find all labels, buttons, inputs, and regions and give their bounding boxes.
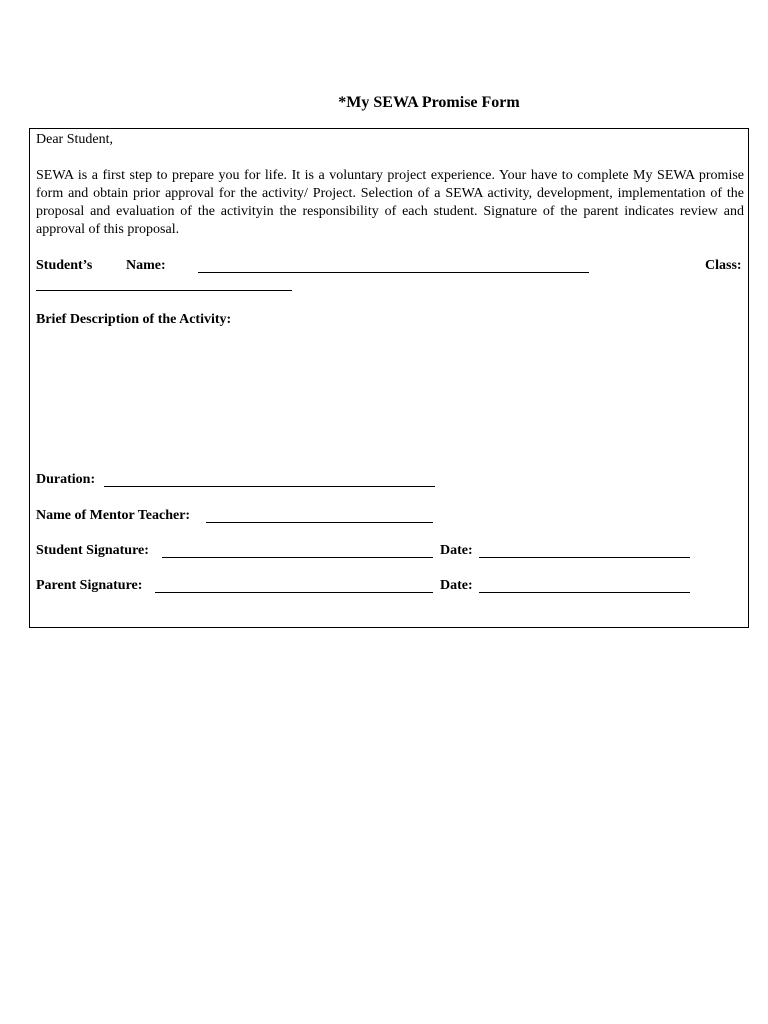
mentor-label: Name of Mentor Teacher: xyxy=(36,508,191,523)
student-label: Student’s xyxy=(36,258,93,273)
description-area[interactable] xyxy=(36,331,744,463)
student-name-line[interactable] xyxy=(198,272,589,273)
name-label: Name: xyxy=(126,258,166,273)
student-date-line[interactable] xyxy=(479,557,690,558)
form-box xyxy=(29,128,749,628)
form-title: *My SEWA Promise Form xyxy=(338,94,520,111)
class-label: Class: xyxy=(705,258,742,273)
class-line[interactable] xyxy=(36,290,292,291)
parent-date-line[interactable] xyxy=(479,592,690,593)
description-label: Brief Description of the Activity: xyxy=(36,312,232,327)
duration-line[interactable] xyxy=(104,486,435,487)
greeting: Dear Student, xyxy=(36,132,113,147)
parent-signature-line[interactable] xyxy=(155,592,433,593)
parent-date-label: Date: xyxy=(440,578,473,593)
student-date-label: Date: xyxy=(440,543,473,558)
intro-paragraph: SEWA is a first step to prepare you for life. It is a voluntary project experience. Your have to complete My SEWA promise form and obtain prior approval for the activity/ Project. Selection of a SEWA activity, development, implementation of the proposal and evaluation of the activityin the responsibility of each student. Signature of the parent indicates review and approval of this proposal. xyxy=(36,168,744,237)
parent-signature-label: Parent Signature: xyxy=(36,578,143,593)
student-signature-label: Student Signature: xyxy=(36,543,149,558)
mentor-line[interactable] xyxy=(206,522,433,523)
duration-label: Duration: xyxy=(36,472,96,487)
student-signature-line[interactable] xyxy=(162,557,433,558)
